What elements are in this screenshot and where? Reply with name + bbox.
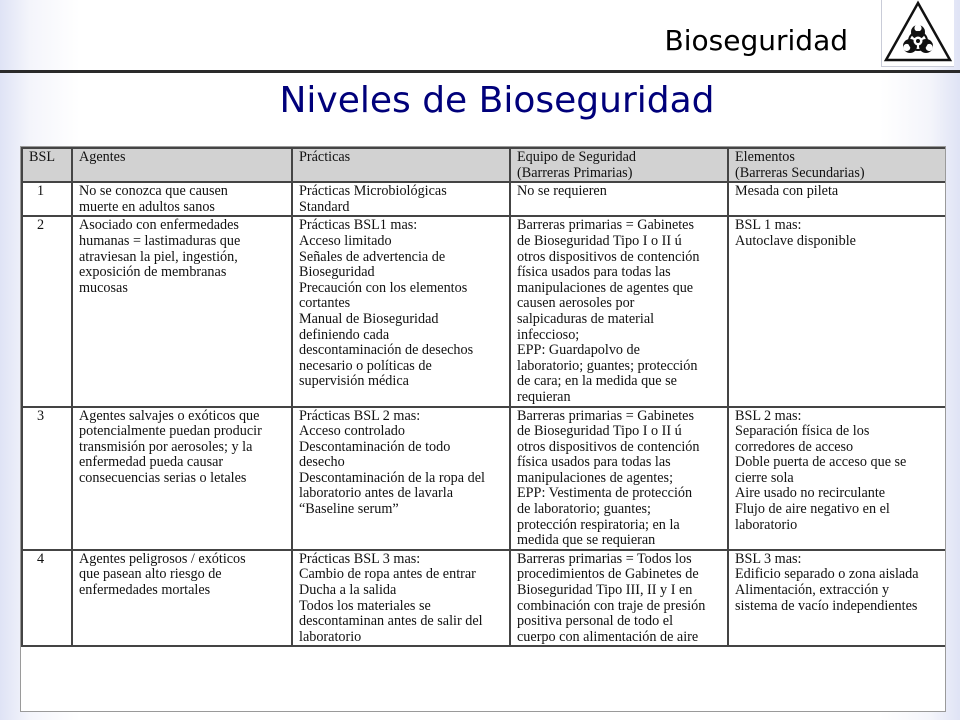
cell-line: procedimientos de Gabinetes de [517, 566, 699, 583]
cell-line: combinación con traje de presión [517, 597, 706, 614]
practicas-cell [292, 216, 510, 406]
cell-line: Todos los materiales se [299, 597, 431, 614]
cell-line: Señales de advertencia de [299, 248, 446, 265]
biohazard-icon [882, 0, 954, 66]
cell-line: BSL 3 mas: [735, 550, 802, 567]
cell-line: Prácticas BSL 2 mas: [299, 407, 421, 424]
logo-box [881, 0, 954, 67]
cell-line: Agentes peligrosos / exóticos [79, 550, 246, 567]
cell-line: Autoclave disponible [735, 232, 856, 249]
cell-line: Barreras primarias = Todos los [517, 550, 692, 567]
cell-line: de cara; en la medida que se [517, 373, 677, 390]
cell-line: EPP: Guardapolvo de [517, 342, 640, 359]
cell-line: definiendo cada [299, 326, 390, 343]
cell-line: cierre sola [735, 469, 794, 486]
practicas-cell [292, 182, 510, 216]
cell-line: Acceso controlado [299, 423, 405, 440]
table-body [22, 182, 946, 646]
slide-title: Niveles de Bioseguridad [279, 80, 715, 121]
cell-line: humanas = lastimaduras que [79, 232, 241, 249]
cell-line: salpicaduras de material [517, 310, 655, 327]
cell-line: Mesada con pileta [735, 183, 839, 200]
bsl-level-cell: 3 [22, 407, 72, 550]
cell-line: transmisión por aerosoles; y la [79, 438, 253, 455]
practicas-cell [292, 550, 510, 647]
cell-line: protección respiratoria; en la [517, 516, 680, 533]
equipo-cell [510, 407, 728, 550]
bsl-level-cell: 2 [22, 216, 72, 406]
cell-line: cortantes [299, 295, 351, 312]
cell-line: laboratorio antes de lavarla [299, 485, 454, 502]
elementos-cell [728, 407, 946, 550]
cell-line: medida que se requieran [517, 532, 656, 549]
cell-line: desecho [299, 454, 345, 471]
cell-line: laboratorio [299, 628, 362, 645]
header-divider [0, 70, 960, 73]
column-header [728, 148, 946, 182]
header-line: Prácticas [299, 149, 351, 165]
cell-line: infeccioso; [517, 326, 580, 343]
bsl-level-cell: 1 [22, 182, 72, 216]
elementos-cell [728, 216, 946, 406]
cell-line: Separación física de los [735, 423, 870, 440]
cell-line: descontaminación de desechos [299, 342, 474, 359]
cell-line: No se requieren [517, 183, 607, 200]
column-header [72, 148, 292, 182]
cell-line: otros dispositivos de contención [517, 438, 700, 455]
cell-line: manipulaciones de agentes que [517, 279, 694, 296]
cell-line: sistema de vacío independientes [735, 597, 918, 614]
cell-line: Barreras primarias = Gabinetes [517, 217, 694, 234]
column-header [510, 148, 728, 182]
cell-line: “Baseline serum” [299, 501, 399, 518]
cell-line: potencialmente puedan producir [79, 423, 262, 440]
header-line: Agentes [79, 149, 126, 165]
header-line: (Barreras Secundarias) [735, 164, 865, 181]
cell-line: EPP: Vestimenta de protección [517, 485, 693, 502]
cell-line: Ducha a la salida [299, 582, 397, 599]
cell-line: Prácticas Microbiológicas [299, 183, 447, 200]
equipo-cell [510, 216, 728, 406]
cell-line: Descontaminación de la ropa del [299, 469, 485, 486]
cell-line: BSL 2 mas: [735, 407, 802, 424]
cell-line: de Bioseguridad Tipo I o II ú [517, 423, 682, 440]
cell-line: atraviesan la piel, ingestión, [79, 248, 238, 265]
cell-line: Bioseguridad [299, 264, 375, 281]
cell-line: Cambio de ropa antes de entrar [299, 566, 476, 583]
column-header [22, 148, 72, 182]
header-line: (Barreras Primarias) [517, 164, 633, 181]
cell-line: necesario o políticas de [299, 357, 432, 374]
agentes-cell [72, 550, 292, 647]
table-header-row [22, 148, 946, 182]
cell-line: manipulaciones de agentes; [517, 469, 674, 486]
header-line: Equipo de Seguridad [517, 149, 636, 165]
cell-line: consecuencias serias o letales [79, 469, 247, 486]
header-line: Elementos [735, 149, 795, 165]
header-line: BSL [29, 149, 56, 165]
cell-line: laboratorio [735, 516, 798, 533]
agentes-cell [72, 407, 292, 550]
cell-line: Aire usado no recirculante [735, 485, 886, 502]
cell-line: Descontaminación de todo [299, 438, 451, 455]
cell-line: otros dispositivos de contención [517, 248, 700, 265]
elementos-cell [728, 182, 946, 216]
agentes-cell [72, 216, 292, 406]
cell-line: Agentes salvajes o exóticos que [79, 407, 260, 424]
practicas-cell [292, 407, 510, 550]
cell-line: Flujo de aire negativo en el [735, 501, 890, 518]
cell-line: de Bioseguridad Tipo I o II ú [517, 232, 682, 249]
cell-line: Acceso limitado [299, 232, 392, 249]
cell-line: positiva personal de todo el [517, 613, 674, 630]
cell-line: física usados para todas las [517, 264, 671, 281]
cell-line: Prácticas BSL1 mas: [299, 217, 418, 234]
cell-line: Edificio separado o zona aislada [735, 566, 919, 583]
biosafety-levels-table [21, 147, 946, 647]
cell-line: que pasean alto riesgo de [79, 566, 222, 583]
cell-line: cuerpo con alimentación de aire [517, 628, 699, 645]
column-header [292, 148, 510, 182]
cell-line: Asociado con enfermedades [79, 217, 239, 234]
cell-line: Barreras primarias = Gabinetes [517, 407, 694, 424]
cell-line: Prácticas BSL 3 mas: [299, 550, 421, 567]
cell-line: enfermedades mortales [79, 582, 211, 599]
cell-line: física usados para todas las [517, 454, 671, 471]
table-row [22, 216, 946, 406]
equipo-cell [510, 550, 728, 647]
cell-line: supervisión médica [299, 373, 409, 390]
agentes-cell [72, 182, 292, 216]
bsl-level-cell: 4 [22, 550, 72, 647]
table-row [22, 407, 946, 550]
cell-line: Standard [299, 198, 350, 215]
cell-line: Precaución con los elementos [299, 279, 468, 296]
cell-line: corredores de acceso [735, 438, 854, 455]
cell-line: descontaminan antes de salir del [299, 613, 483, 630]
cell-line: enfermedad pueda causar [79, 454, 224, 471]
biosafety-table-image [20, 146, 946, 712]
cell-line: mucosas [79, 279, 128, 296]
cell-line: exposición de membranas [79, 264, 227, 281]
cell-line: BSL 1 mas: [735, 217, 802, 234]
cell-line: Alimentación, extracción y [735, 582, 890, 599]
cell-line: de laboratorio; guantes; [517, 501, 651, 518]
cell-line: requieran [517, 388, 571, 405]
table-row [22, 182, 946, 216]
cell-line: Bioseguridad Tipo III, II y I en [517, 582, 693, 599]
equipo-cell [510, 182, 728, 216]
elementos-cell [728, 550, 946, 647]
cell-line: muerte en adultos sanos [79, 198, 215, 215]
cell-line: No se conozca que causen [79, 183, 228, 200]
header-title: Bioseguridad [664, 24, 848, 57]
cell-line: causen aerosoles por [517, 295, 635, 312]
cell-line: Manual de Bioseguridad [299, 310, 439, 327]
table-row [22, 550, 946, 647]
cell-line: laboratorio; guantes; protección [517, 357, 698, 374]
cell-line: Doble puerta de acceso que se [735, 454, 907, 471]
